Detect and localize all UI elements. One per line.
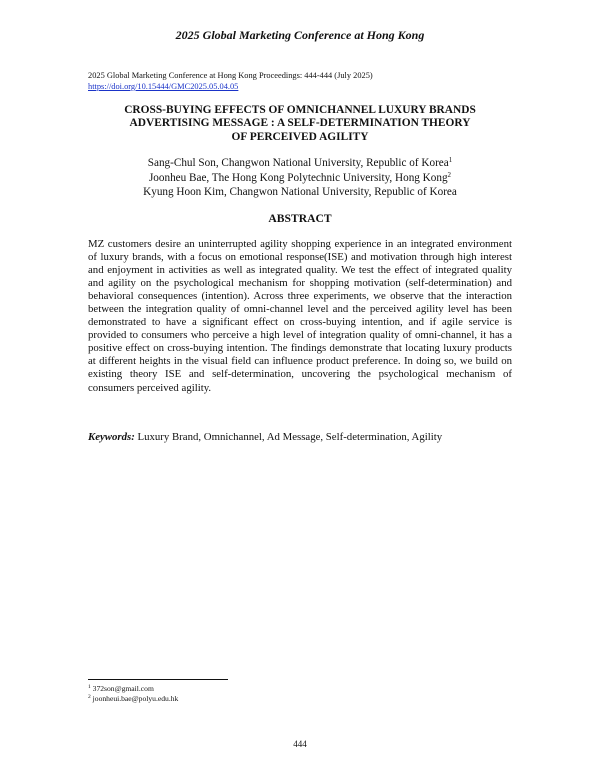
paper-title bbox=[90, 104, 510, 144]
keywords bbox=[88, 431, 512, 444]
footnote-2 bbox=[88, 694, 388, 704]
author-2 bbox=[90, 171, 510, 186]
footnote-2-email: joonheui.bae@polyu.edu.hk bbox=[92, 694, 179, 704]
author-3-text: Kyung Hoon Kim, Changwon National University, Republic of Korea bbox=[143, 186, 457, 199]
abstract-body: MZ customers desire an uninterrupted agility shopping experience in an integrated environment of luxury brands, with a focus on emotional response(ISE) and motivation through high interest and enjoyment in activities as well as integrated quality. We test the effect of integrated quality and agility on the psychological mechanism for shopping motivation (self-determination) and behavioral consequences (intention). Across three experiments, we observe that the interaction between the integration quality of omni-channel level and the perceived agility level has been demonstrated to have a significant effect on cross-buying intention, and if agile service is provided to consumers who perceive a high level of integration quality of omni-channel, it has a positive effect on cross-buying intention. The findings demonstrate that locating luxury products at different heights in the visual field can influence product preference. In doing so, we build on existing theory ISE and self-determination, uncovering the psychological mechanism of consumers perceived agility. bbox=[88, 238, 512, 394]
author-list bbox=[90, 156, 510, 200]
abstract-heading: ABSTRACT bbox=[268, 212, 332, 225]
title-line-2: ADVERTISING MESSAGE : A SELF-DETERMINATION THEORY bbox=[129, 117, 471, 130]
footnote-divider bbox=[88, 679, 228, 680]
title-line-1: CROSS-BUYING EFFECTS OF OMNICHANNEL LUXURY BRANDS bbox=[124, 104, 476, 116]
author-1 bbox=[90, 156, 510, 171]
doi-link[interactable]: https://doi.org/10.15444/GMC2025.05.04.05 bbox=[88, 82, 239, 91]
footnotes bbox=[88, 684, 388, 704]
keywords-label: Keywords: bbox=[88, 431, 135, 443]
author-1-text: Sang-Chul Son, Changwon National University, Republic of Korea bbox=[147, 157, 449, 169]
author-2-footnote-mark: 2 bbox=[447, 170, 452, 179]
footnote-1 bbox=[88, 684, 388, 694]
proceedings-info bbox=[88, 70, 508, 92]
footnote-1-email: 372son@gmail.com bbox=[92, 684, 154, 693]
footnote-2-mark: 2 bbox=[88, 694, 91, 701]
proceedings-citation: 2025 Global Marketing Conference at Hong Kong Proceedings: 444-444 (July 2025) bbox=[88, 71, 373, 80]
running-header: 2025 Global Marketing Conference at Hong Kong bbox=[175, 28, 425, 42]
author-2-text: Joonheu Bae, The Hong Kong Polytechnic University, Hong Kong bbox=[148, 171, 448, 184]
keywords-text: Luxury Brand, Omnichannel, Ad Message, Self-determination, Agility bbox=[137, 431, 443, 443]
author-1-footnote-mark: 1 bbox=[448, 156, 453, 164]
title-line-3: OF PERCEIVED AGILITY bbox=[231, 130, 369, 143]
page-number: 444 bbox=[293, 739, 307, 749]
footnote-1-mark: 1 bbox=[88, 684, 91, 690]
author-3 bbox=[90, 185, 510, 200]
